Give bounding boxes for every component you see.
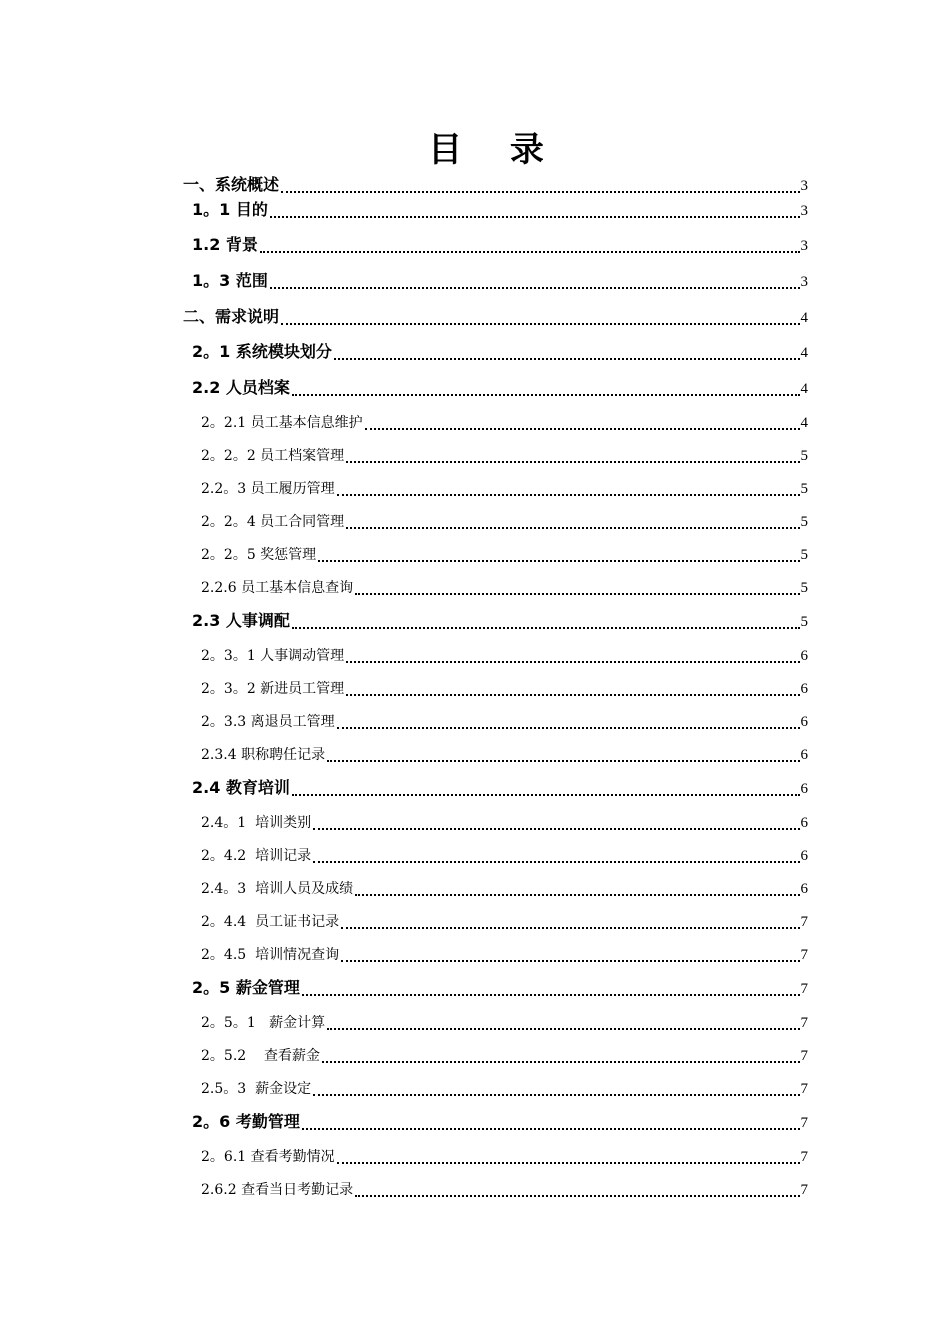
toc-dot-leader [341,960,800,962]
toc-page-number: 3 [800,178,808,194]
toc-dot-leader [355,593,800,595]
toc-entry[interactable] [0,978,950,1000]
toc-page-number: 4 [800,310,808,326]
toc-entry-title: 2。3。2 新进员工管理 [201,678,346,698]
toc-entry[interactable] [0,611,950,633]
toc-title: 目 录 [428,130,562,170]
toc-page-number: 6 [800,681,808,697]
toc-page-number: 7 [800,947,808,963]
toc-entry[interactable] [0,235,950,257]
toc-dot-leader [337,727,800,729]
toc-entry-title: 2.4。3 培训人员及成绩 [201,878,355,898]
toc-page-number: 4 [800,381,808,397]
toc-page-number: 5 [800,580,808,596]
toc-entry[interactable] [0,645,950,667]
toc-entry[interactable] [0,845,950,867]
toc-page-number: 7 [800,1048,808,1064]
toc-dot-leader [346,461,800,463]
toc-dot-leader [337,494,800,496]
toc-entry-title: 2.3 人事调配 [192,608,292,631]
toc-dot-leader [313,1094,800,1096]
toc-page-number: 5 [800,481,808,497]
toc-dot-leader [302,994,800,996]
toc-entry[interactable] [0,1078,950,1100]
toc-entry-title: 2。4.5 培训情况查询 [201,944,341,964]
toc-page-number: 3 [800,203,808,219]
toc-entry-title: 2。3.3 离退员工管理 [201,711,337,731]
toc-page-number: 6 [800,848,808,864]
toc-dot-leader [292,394,800,396]
toc-entry-title: 2。5。1 薪金计算 [201,1012,327,1032]
toc-entry[interactable] [0,711,950,733]
toc-entry[interactable] [0,678,950,700]
toc-dot-leader [327,760,800,762]
toc-dot-leader [270,216,800,218]
toc-page-number: 6 [800,781,808,797]
toc-entry[interactable] [0,744,950,766]
toc-entry[interactable] [0,271,950,293]
toc-entry-title: 2。2。5 奖惩管理 [201,544,318,564]
toc-entry-title: 2.2 人员档案 [192,375,292,398]
toc-entry-title: 2。2.1 员工基本信息维护 [201,412,365,432]
toc-entry[interactable] [0,175,950,197]
toc-page-number: 7 [800,981,808,997]
toc-entry[interactable] [0,1179,950,1201]
toc-entry-title: 2.2。3 员工履历管理 [201,478,337,498]
toc-page-number: 6 [800,648,808,664]
toc-dot-leader [302,1128,800,1130]
toc-entry-title: 1.2 背景 [192,232,260,255]
toc-dot-leader [346,694,800,696]
toc-dot-leader [260,251,800,253]
toc-page-number: 5 [800,547,808,563]
toc-entry-title: 2。3。1 人事调动管理 [201,645,346,665]
toc-dot-leader [313,828,800,830]
toc-page-number: 7 [800,914,808,930]
toc-dot-leader [334,358,800,360]
toc-page-number: 5 [800,514,808,530]
toc-dot-leader [337,1162,800,1164]
toc-dot-leader [341,927,800,929]
toc-entry[interactable] [0,1146,950,1168]
toc-dot-leader [292,627,800,629]
toc-page-number: 7 [800,1115,808,1131]
toc-dot-leader [270,287,800,289]
toc-entry-title: 1。1 目的 [192,197,270,220]
toc-dot-leader [365,428,800,430]
toc-page-number: 3 [800,238,808,254]
toc-dot-leader [292,794,800,796]
toc-page-number: 6 [800,881,808,897]
toc-entry[interactable] [0,1012,950,1034]
toc-entry[interactable] [0,944,950,966]
toc-page-number: 7 [800,1182,808,1198]
toc-entry-title: 2.4。1 培训类别 [201,812,313,832]
toc-dot-leader [322,1061,800,1063]
toc-entry[interactable] [0,577,950,599]
toc-dot-leader [355,1195,800,1197]
toc-dot-leader [346,527,800,529]
toc-entry-title: 2。5.2 查看薪金 [201,1045,322,1065]
toc-entry-title: 2.4 教育培训 [192,775,292,798]
toc-dot-leader [281,191,800,193]
toc-entry-title: 2。6 考勤管理 [192,1109,302,1132]
toc-entry[interactable] [0,812,950,834]
toc-entry[interactable] [0,342,950,364]
toc-page-number: 5 [800,448,808,464]
toc-entry-title: 2。4.2 培训记录 [201,845,313,865]
toc-page-number: 7 [800,1015,808,1031]
toc-dot-leader [346,661,800,663]
toc-dot-leader [281,323,800,325]
toc-entry[interactable] [0,445,950,467]
toc-entry[interactable] [0,412,950,434]
toc-entry-title: 1。3 范围 [192,268,270,291]
toc-page-number: 6 [800,747,808,763]
toc-entry-title: 2.6.2 查看当日考勤记录 [201,1179,355,1199]
toc-page-number: 6 [800,714,808,730]
toc-entry-title: 2。2。4 员工合同管理 [201,511,346,531]
toc-dot-leader [318,560,800,562]
toc-entry-title: 2.3.4 职称聘任记录 [201,744,327,764]
toc-entry-title: 一、系统概述 [183,172,281,195]
toc-dot-leader [327,1028,800,1030]
toc-dot-leader [355,894,800,896]
toc-entry-title: 2。6.1 查看考勤情况 [201,1146,337,1166]
toc-entry[interactable] [0,544,950,566]
toc-entry[interactable] [0,478,950,500]
toc-dot-leader [313,861,800,863]
toc-entry[interactable] [0,778,950,800]
toc-entry-title: 2。4.4 员工证书记录 [201,911,341,931]
toc-entry-title: 2.5。3 薪金设定 [201,1078,313,1098]
toc-entry[interactable] [0,511,950,533]
toc-page-number: 4 [800,415,808,431]
toc-entry-title: 2。2。2 员工档案管理 [201,445,346,465]
toc-entry-title: 2.2.6 员工基本信息查询 [201,577,355,597]
toc-entry-title: 2。5 薪金管理 [192,975,302,998]
toc-entry[interactable] [0,307,950,329]
toc-page-number: 5 [800,614,808,630]
toc-entry[interactable] [0,378,950,400]
toc-entry[interactable] [0,1045,950,1067]
toc-entry[interactable] [0,1112,950,1134]
toc-entry-title: 2。1 系统模块划分 [192,339,334,362]
toc-page-number: 7 [800,1081,808,1097]
toc-page-number: 4 [800,345,808,361]
toc-entry[interactable] [0,878,950,900]
toc-page-number: 3 [800,274,808,290]
toc-page-number: 7 [800,1149,808,1165]
toc-entry[interactable] [0,911,950,933]
toc-entry-title: 二、需求说明 [183,304,281,327]
toc-entry[interactable] [0,200,950,222]
toc-page-number: 6 [800,815,808,831]
